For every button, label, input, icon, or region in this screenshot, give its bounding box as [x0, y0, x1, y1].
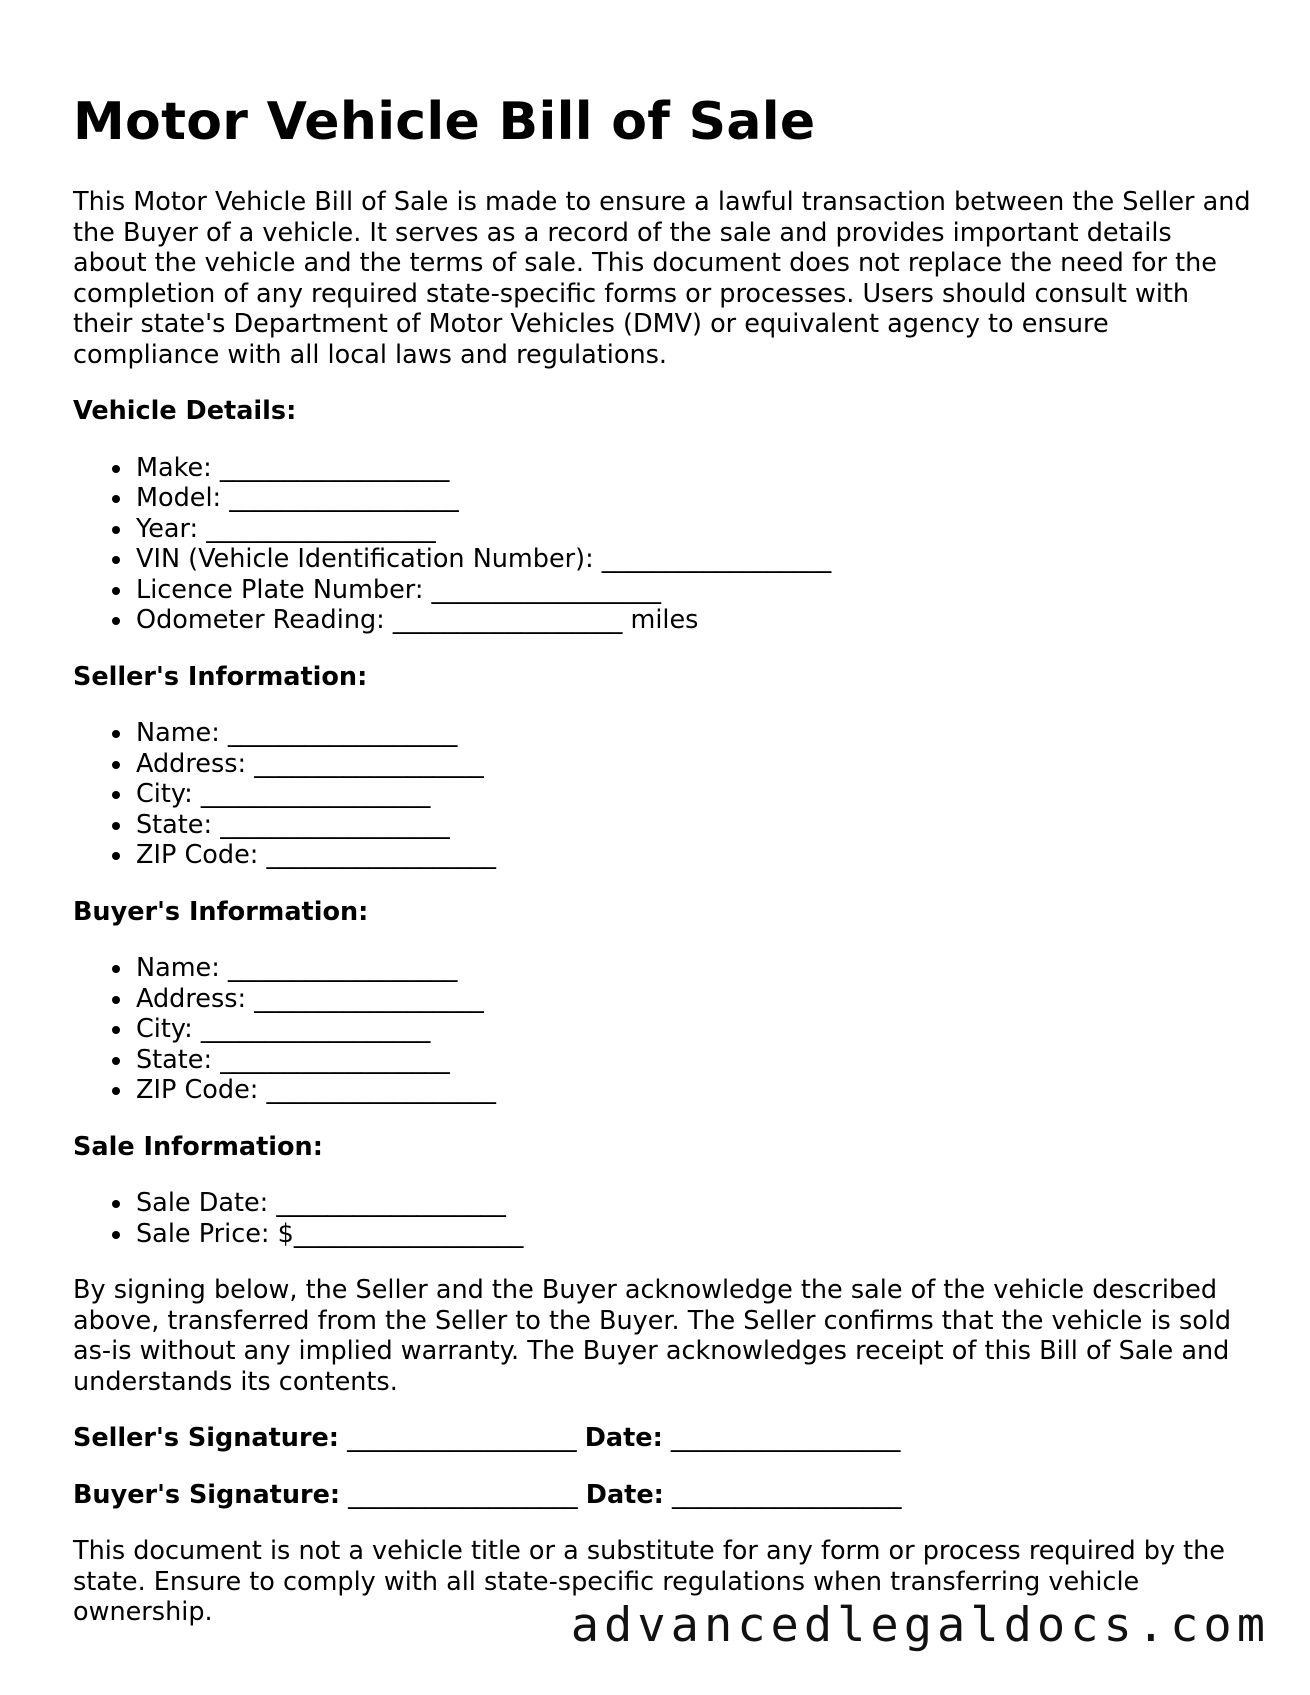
buyer-zip-item: ZIP Code: __________________ [136, 1075, 1253, 1106]
vehicle-plate-item: Licence Plate Number: __________________ [136, 575, 1253, 606]
buyer-date-blank: __________________ [663, 1479, 902, 1510]
buyer-date-label: Date: [585, 1479, 664, 1510]
seller-state-item: State: __________________ [136, 810, 1253, 841]
seller-address-item: Address: __________________ [136, 749, 1253, 780]
buyer-city-item: City: __________________ [136, 1014, 1253, 1045]
vehicle-details-heading: Vehicle Details: [73, 396, 297, 426]
vehicle-details-list [73, 453, 1253, 636]
seller-signature-label: Seller's Signature: [73, 1423, 340, 1453]
sale-price-item: Sale Price: $__________________ [136, 1219, 1253, 1250]
acknowledgement-paragraph: By signing below, the Seller and the Buyer acknowledge the sale of the vehicle described above, transferred from the Seller to the Buyer. The Seller confirms that the vehicle is sold as-is without any implied warranty. The Buyer acknowledges receipt of this Bill of Sale and understands its contents. [73, 1275, 1232, 1397]
buyer-info-heading: Buyer's Information: [73, 896, 369, 927]
sale-info-heading: Sale Information: [73, 1131, 323, 1162]
disclaimer-paragraph: This document is not a vehicle title or a substitute for any form or process required by the state. Ensure to comply with all state-specific regulations when transferring vehicle ownership. [73, 1536, 1225, 1627]
seller-zip-item: ZIP Code: __________________ [136, 840, 1253, 871]
site-watermark: advancedlegaldocs.com [570, 1598, 1270, 1653]
intro-paragraph: This Motor Vehicle Bill of Sale is made to ensure a lawful transaction between the Seller and the Buyer of a vehicle. It serves as a record of the sale and provides important details about the vehicle and the terms of sale. This document does not replace the need for the completion of any required state-specific forms or processes. Users should consult with their state's Department of Motor Vehicles (DMV) or equivalent agency to ensure compliance with all local laws and regulations. [73, 187, 1251, 370]
sale-info-list [73, 1188, 1253, 1249]
sale-date-item: Sale Date: __________________ [136, 1188, 1253, 1219]
buyer-signature-label: Buyer's Signature: [73, 1479, 341, 1510]
seller-date-label: Date: [584, 1423, 663, 1453]
seller-signature-blank: __________________ [339, 1423, 585, 1453]
vehicle-vin-item: VIN (Vehicle Identification Number): __________________ [136, 544, 1253, 575]
buyer-info-list [73, 953, 1253, 1106]
document-page [73, 86, 1253, 1628]
buyer-signature-blank: __________________ [340, 1479, 586, 1510]
seller-date-blank: __________________ [662, 1423, 901, 1453]
seller-info-list [73, 718, 1253, 871]
seller-signature-line [73, 1423, 1253, 1454]
buyer-address-item: Address: __________________ [136, 984, 1253, 1015]
seller-info-heading: Seller's Information: [73, 661, 368, 692]
document-title: Motor Vehicle Bill of Sale [73, 92, 816, 152]
vehicle-odometer-item: Odometer Reading: __________________ miles [136, 605, 1253, 636]
seller-city-item: City: __________________ [136, 779, 1253, 810]
vehicle-make-item: Make: __________________ [136, 453, 1253, 484]
vehicle-model-item: Model: __________________ [136, 483, 1253, 514]
seller-name-item: Name: __________________ [136, 718, 1253, 749]
buyer-name-item: Name: __________________ [136, 953, 1253, 984]
buyer-state-item: State: __________________ [136, 1045, 1253, 1076]
vehicle-year-item: Year: __________________ [136, 514, 1253, 545]
buyer-signature-line [73, 1480, 1253, 1511]
